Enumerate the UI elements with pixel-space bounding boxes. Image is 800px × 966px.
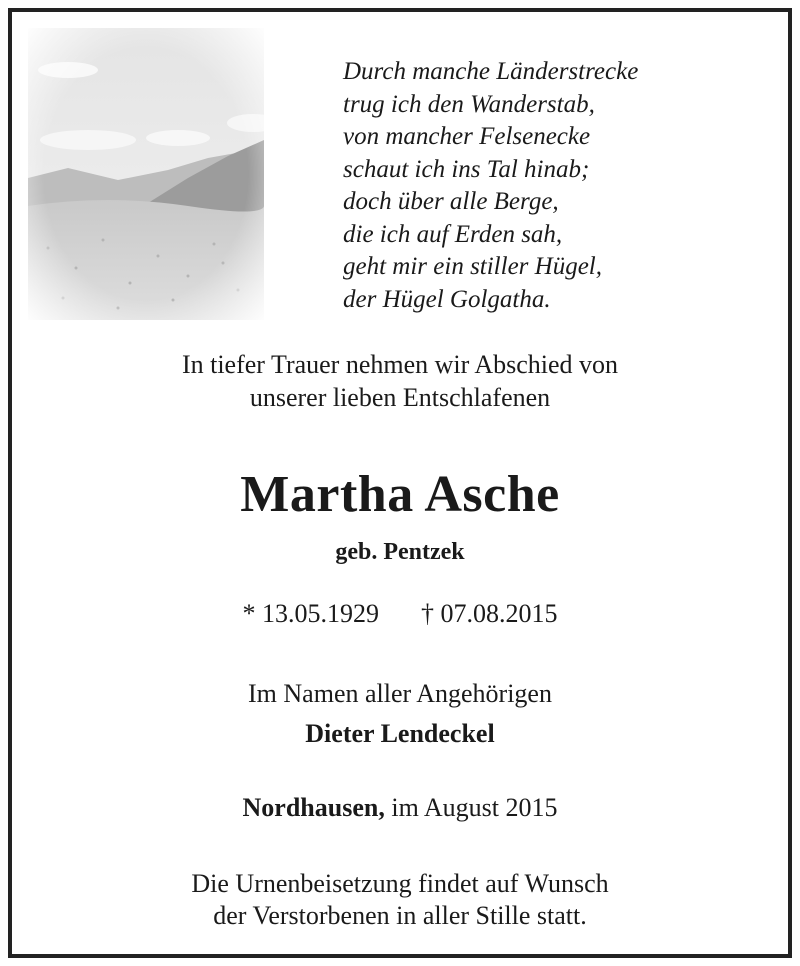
birth-date: * 13.05.1929 [242, 599, 379, 628]
place-date-text: im August 2015 [384, 793, 558, 822]
place-city: Nordhausen, [242, 793, 385, 822]
death-date: † 07.08.2015 [421, 599, 558, 628]
burial-note [12, 868, 788, 932]
deceased-name: Martha Asche [240, 466, 560, 523]
signer-name: Dieter Lendeckel [305, 719, 495, 748]
poem [343, 56, 638, 316]
maiden-name: geb. Pentzek [335, 539, 465, 565]
poem-line: schaut ich ins Tal hinab; [343, 155, 590, 183]
poem-line: Durch manche Länderstrecke [343, 58, 639, 85]
poem-line: die ich auf Erden sah, [343, 220, 563, 248]
poem-line: doch über alle Berge, [343, 188, 559, 215]
poem-line: der Hügel Golgatha. [343, 285, 551, 313]
place-date [12, 790, 788, 826]
life-dates [12, 596, 788, 632]
intro-text [12, 348, 788, 414]
meadow-landscape-photo [28, 28, 264, 320]
intro-line-2: unserer lieben Entschlafenen [249, 383, 551, 412]
burial-note-line-1: Die Urnenbeisetzung findet auf Wunsch [191, 869, 609, 898]
intro-line-1: In tiefer Trauer nehmen wir Abschied von [181, 350, 619, 379]
poem-line: von mancher Felsenecke [343, 123, 591, 150]
family-block [12, 674, 788, 754]
poem-line: trug ich den Wanderstab, [343, 90, 595, 118]
family-line: Im Namen aller Angehörigen [248, 679, 552, 708]
burial-note-line-2: der Verstorbenen in aller Stille statt. [213, 901, 587, 930]
obituary-frame [8, 8, 792, 958]
poem-line: geht mir ein stiller Hügel, [343, 253, 602, 280]
